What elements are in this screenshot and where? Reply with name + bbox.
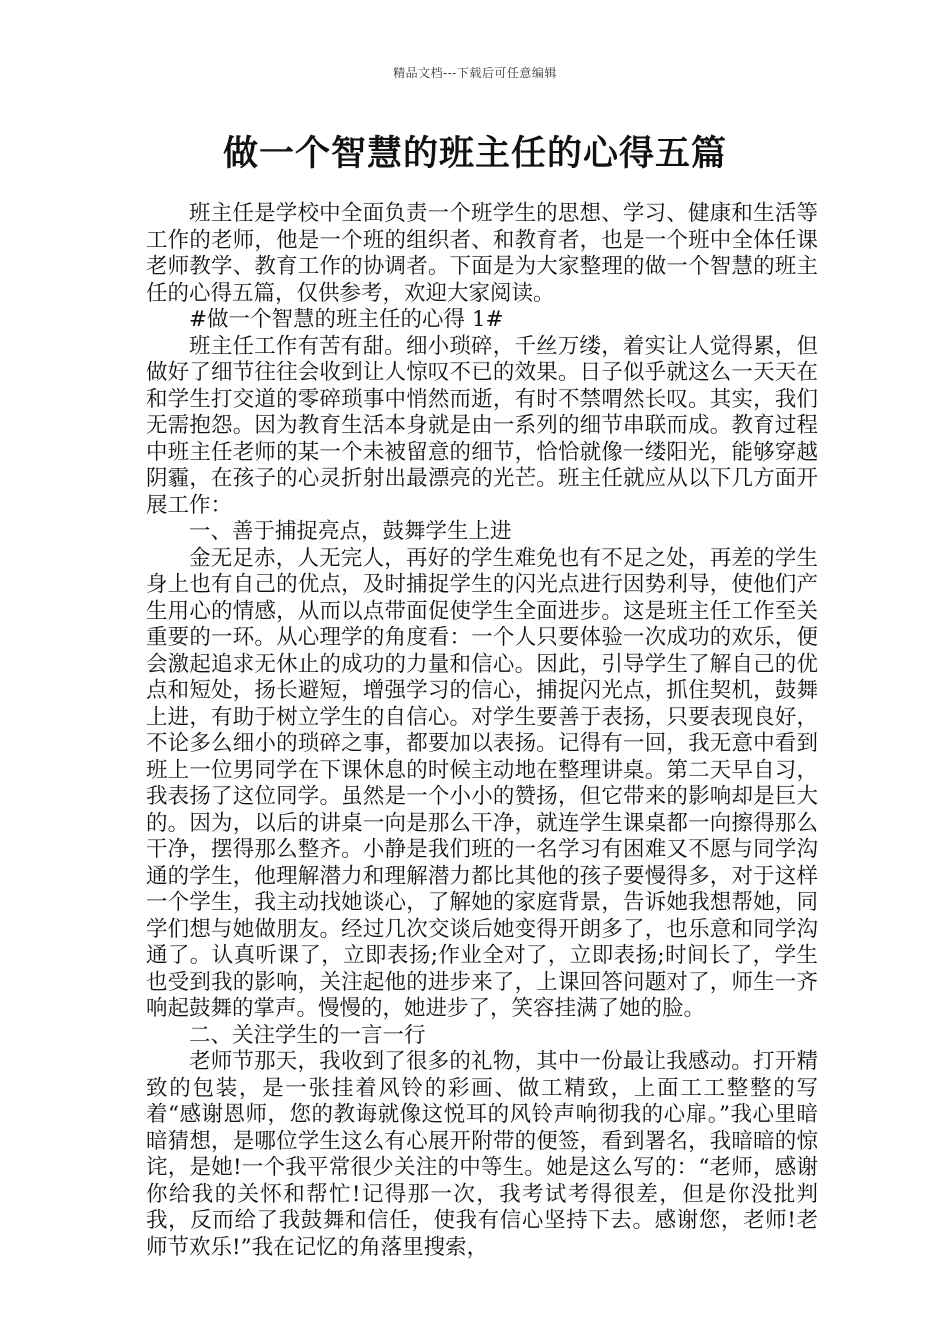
page-title: 做一个智慧的班主任的心得五篇 [222, 134, 727, 174]
subsection-heading: 二、关注学生的一言一行 [189, 1022, 426, 1048]
header-note: 精品文档---下载后可任意编辑 [393, 66, 557, 80]
subsection-heading: 一、善于捕捉亮点，鼓舞学生上进 [189, 519, 512, 544]
body-paragraph: 班主任工作有苦有甜。细小琐碎，千丝万缕，着实让人觉得累，但做好了细节往往会收到让人惊叹不已的效果。日子似乎就这么一天天在和学生打交道的零碎琐事中悄然而逝，有时不禁喟然长叹。其实，我们无需抱怨。因为教育生活本身就是由一系列的细节串联而成。教育过程中班主任老师的某一个未被留意的细节，恰恰就像一缕阳光，能够穿越阴霾，在孩子的心灵折射出最漂亮的光芒。班主任就应从以下几方面开展工作： [146, 333, 818, 518]
intro-paragraph: 班主任是学校中全面负责一个班学生的思想、学习、健康和生活等工作的老师，他是一个班的组织者、和教育者，也是一个班中全体任课老师教学、教育工作的协调者。下面是为大家整理的做一个智慧的班主任的心得五篇，仅供参考，欢迎大家阅读。 [146, 201, 818, 306]
body-paragraph: 金无足赤，人无完人，再好的学生难免也有不足之处，再差的学生身上也有自己的优点，及时捕捉学生的闪光点进行因势利导，使他们产生用心的情感，从而以点带面促使学生全面进步。这是班主任工作至关重要的一环。从心理学的角度看：一个人只要体验一次成功的欢乐，便会激起追求无休止的成功的力量和信心。因此，引导学生了解自己的优点和短处，扬长避短，增强学习的信心，捕捉闪光点，抓住契机，鼓舞上进，有助于树立学生的自信心。对学生要善于表扬，只要表现良好，不论多么细小的琐碎之事，都要加以表扬。记得有一回，我无意中看到班上一位男同学在下课休息的时候主动地在整理讲桌。第二天早自习，我表扬了这位同学。虽然是一个小小的赞扬，但它带来的影响却是巨大的。因为，以后的讲桌一向是那么干净，就连学生课桌都一向擦得那么干净，摆得那么整齐。小静是我们班的一名学习有困难又不愿与同学沟通的学生，他理解潜力和理解潜力都比其他的孩子要慢得多，对于这样一个学生，我主动找她谈心，了解她的家庭背景，告诉她我想帮她，同学们想与她做朋友。经过几次交谈后她变得开朗多了，也乐意和同学沟通了。认真听课了，立即表扬;作业全对了，立即表扬;时间长了，学生也受到我的影响，关注起他的进步来了，上课回答问题对了，师生一齐响起鼓舞的掌声。慢慢的，她进步了，笑容挂满了她的脸。 [146, 545, 818, 1021]
document-body [146, 201, 818, 1261]
section-heading: #做一个智慧的班主任的心得 1# [189, 307, 504, 332]
body-paragraph: 老师节那天，我收到了很多的礼物，其中一份最让我感动。打开精致的包装，是一张挂着风铃的彩画、做工精致，上面工工整整的写着“感谢恩师，您的教诲就像这悦耳的风铃声响彻我的心扉。”我心里暗暗猜想，是哪位学生这么有心展开附带的便签，看到署名，我暗暗的惊诧，是她!一个我平常很少关注的中等生。她是这么写的：“老师，感谢你给我的关怀和帮忙!记得那一次，我考试考得很差，但是你没批判我，反而给了我鼓舞和信任，使我有信心坚持下去。感谢您，老师!老师节欢乐!”我在记忆的角落里搜索， [146, 1049, 818, 1260]
